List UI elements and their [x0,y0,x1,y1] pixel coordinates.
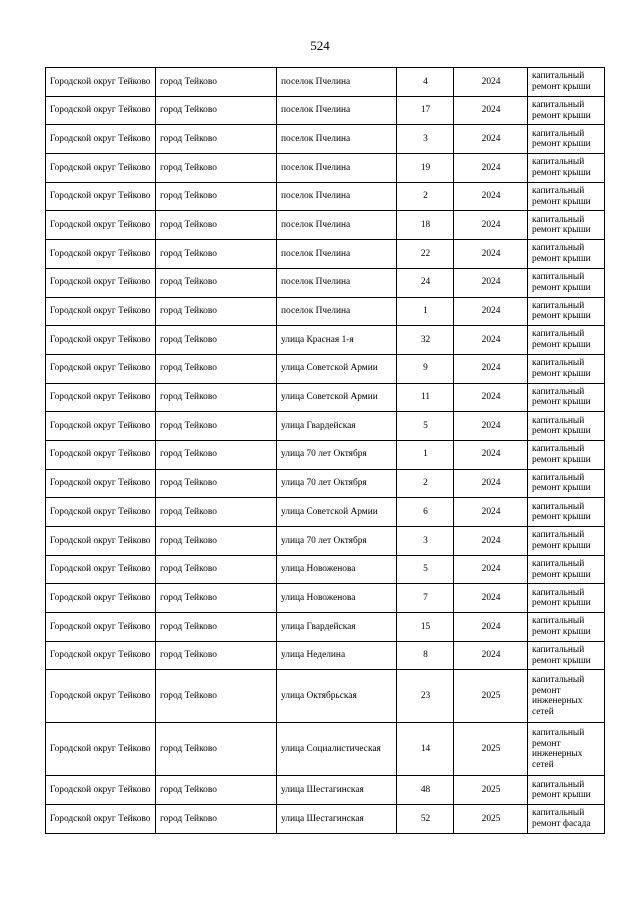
work-type-cell: капитальный ремонт крыши [528,469,605,498]
settlement-cell: город Тейково [156,641,277,670]
municipal-district-cell: Городской округ Тейково [46,555,156,584]
table-row [46,326,605,355]
street-cell: поселок Пчелина [277,182,397,211]
year-cell: 2024 [454,555,528,584]
year-cell: 2024 [454,613,528,642]
house-number-cell: 4 [397,68,454,97]
year-cell: 2024 [454,268,528,297]
work-type-cell: капитальный ремонт фасада [528,805,605,834]
settlement-cell: город Тейково [156,154,277,183]
year-cell: 2025 [454,805,528,834]
house-number-cell: 11 [397,383,454,412]
street-cell: поселок Пчелина [277,68,397,97]
house-number-cell: 5 [397,555,454,584]
table-row [46,776,605,805]
municipal-district-cell: Городской округ Тейково [46,68,156,97]
municipal-district-cell: Городской округ Тейково [46,268,156,297]
settlement-cell: город Тейково [156,68,277,97]
table-row [46,584,605,613]
table-row [46,412,605,441]
street-cell: улица Новоженова [277,584,397,613]
settlement-cell: город Тейково [156,527,277,556]
work-type-cell: капитальный ремонт крыши [528,182,605,211]
year-cell: 2024 [454,240,528,269]
table-row [46,670,605,723]
house-number-cell: 14 [397,723,454,776]
year-cell: 2024 [454,326,528,355]
table-row [46,440,605,469]
work-type-cell: капитальный ремонт крыши [528,776,605,805]
street-cell: поселок Пчелина [277,268,397,297]
municipal-district-cell: Городской округ Тейково [46,584,156,613]
settlement-cell: город Тейково [156,383,277,412]
house-number-cell: 6 [397,498,454,527]
settlement-cell: город Тейково [156,584,277,613]
settlement-cell: город Тейково [156,805,277,834]
work-type-cell: капитальный ремонт крыши [528,440,605,469]
year-cell: 2024 [454,383,528,412]
house-number-cell: 22 [397,240,454,269]
settlement-cell: город Тейково [156,326,277,355]
table-row [46,354,605,383]
house-number-cell: 2 [397,182,454,211]
street-cell: улица Шестагинская [277,776,397,805]
municipal-district-cell: Городской округ Тейково [46,527,156,556]
settlement-cell: город Тейково [156,776,277,805]
street-cell: поселок Пчелина [277,154,397,183]
house-number-cell: 9 [397,354,454,383]
work-type-cell: капитальный ремонт крыши [528,326,605,355]
municipal-district-cell: Городской округ Тейково [46,154,156,183]
table-row [46,555,605,584]
municipal-district-cell: Городской округ Тейково [46,805,156,834]
table-row [46,125,605,154]
year-cell: 2025 [454,723,528,776]
house-number-cell: 2 [397,469,454,498]
year-cell: 2024 [454,412,528,441]
house-number-cell: 23 [397,670,454,723]
work-type-cell: капитальный ремонт крыши [528,498,605,527]
table-row [46,805,605,834]
settlement-cell: город Тейково [156,555,277,584]
street-cell: улица Октябрьская [277,670,397,723]
street-cell: улица Советской Армии [277,383,397,412]
table-row [46,96,605,125]
municipal-district-cell: Городской округ Тейково [46,211,156,240]
house-number-cell: 8 [397,641,454,670]
table-row [46,211,605,240]
table-row [46,723,605,776]
table-row [46,469,605,498]
settlement-cell: город Тейково [156,182,277,211]
municipal-district-cell: Городской округ Тейково [46,440,156,469]
settlement-cell: город Тейково [156,440,277,469]
settlement-cell: город Тейково [156,268,277,297]
municipal-district-cell: Городской округ Тейково [46,412,156,441]
year-cell: 2024 [454,641,528,670]
work-type-cell: капитальный ремонт крыши [528,96,605,125]
table-row [46,268,605,297]
house-number-cell: 3 [397,527,454,556]
year-cell: 2024 [454,527,528,556]
work-type-cell: капитальный ремонт крыши [528,354,605,383]
municipal-district-cell: Городской округ Тейково [46,240,156,269]
municipal-district-cell: Городской округ Тейково [46,354,156,383]
work-type-cell: капитальный ремонт крыши [528,613,605,642]
work-type-cell: капитальный ремонт крыши [528,527,605,556]
table-row [46,498,605,527]
street-cell: улица Красная 1-я [277,326,397,355]
municipal-district-cell: Городской округ Тейково [46,498,156,527]
table-row [46,240,605,269]
page-number: 524 [310,38,330,53]
street-cell: улица 70 лет Октября [277,440,397,469]
settlement-cell: город Тейково [156,240,277,269]
year-cell: 2024 [454,125,528,154]
street-cell: поселок Пчелина [277,240,397,269]
year-cell: 2024 [454,154,528,183]
settlement-cell: город Тейково [156,498,277,527]
street-cell: поселок Пчелина [277,96,397,125]
municipal-district-cell: Городской округ Тейково [46,469,156,498]
settlement-cell: город Тейково [156,469,277,498]
settlement-cell: город Тейково [156,211,277,240]
table-row [46,154,605,183]
table-row [46,297,605,326]
work-type-cell: капитальный ремонт крыши [528,383,605,412]
table-row [46,383,605,412]
street-cell: поселок Пчелина [277,211,397,240]
settlement-cell: город Тейково [156,125,277,154]
street-cell: улица Гвардейская [277,613,397,642]
year-cell: 2024 [454,440,528,469]
table-row [46,68,605,97]
year-cell: 2024 [454,68,528,97]
year-cell: 2024 [454,584,528,613]
table-row [46,613,605,642]
table-row [46,182,605,211]
year-cell: 2024 [454,211,528,240]
work-type-cell: капитальный ремонт крыши [528,641,605,670]
street-cell: улица 70 лет Октября [277,527,397,556]
table-row [46,527,605,556]
settlement-cell: город Тейково [156,412,277,441]
year-cell: 2024 [454,182,528,211]
work-type-cell: капитальный ремонт крыши [528,297,605,326]
house-number-cell: 52 [397,805,454,834]
work-type-cell: капитальный ремонт инженерных сетей [528,670,605,723]
municipal-district-cell: Городской округ Тейково [46,182,156,211]
street-cell: улица Шестагинская [277,805,397,834]
house-number-cell: 15 [397,613,454,642]
house-number-cell: 32 [397,326,454,355]
house-number-cell: 7 [397,584,454,613]
street-cell: поселок Пчелина [277,125,397,154]
settlement-cell: город Тейково [156,297,277,326]
repair-schedule-table [45,67,605,834]
year-cell: 2025 [454,776,528,805]
house-number-cell: 19 [397,154,454,183]
street-cell: улица Новоженова [277,555,397,584]
street-cell: поселок Пчелина [277,297,397,326]
municipal-district-cell: Городской округ Тейково [46,670,156,723]
street-cell: улица 70 лет Октября [277,469,397,498]
municipal-district-cell: Городской округ Тейково [46,613,156,642]
work-type-cell: капитальный ремонт крыши [528,584,605,613]
street-cell: улица Неделина [277,641,397,670]
work-type-cell: капитальный ремонт крыши [528,240,605,269]
work-type-cell: капитальный ремонт крыши [528,154,605,183]
year-cell: 2024 [454,297,528,326]
work-type-cell: капитальный ремонт инженерных сетей [528,723,605,776]
house-number-cell: 24 [397,268,454,297]
work-type-cell: капитальный ремонт крыши [528,68,605,97]
municipal-district-cell: Городской округ Тейково [46,723,156,776]
year-cell: 2024 [454,469,528,498]
house-number-cell: 3 [397,125,454,154]
municipal-district-cell: Городской округ Тейково [46,125,156,154]
year-cell: 2024 [454,354,528,383]
table-body [46,68,605,834]
house-number-cell: 1 [397,297,454,326]
year-cell: 2024 [454,498,528,527]
settlement-cell: город Тейково [156,354,277,383]
municipal-district-cell: Городской округ Тейково [46,776,156,805]
street-cell: улица Советской Армии [277,498,397,527]
work-type-cell: капитальный ремонт крыши [528,125,605,154]
street-cell: улица Социалистическая [277,723,397,776]
municipal-district-cell: Городской округ Тейково [46,297,156,326]
work-type-cell: капитальный ремонт крыши [528,211,605,240]
work-type-cell: капитальный ремонт крыши [528,555,605,584]
municipal-district-cell: Городской округ Тейково [46,641,156,670]
settlement-cell: город Тейково [156,670,277,723]
settlement-cell: город Тейково [156,613,277,642]
house-number-cell: 17 [397,96,454,125]
street-cell: улица Советской Армии [277,354,397,383]
house-number-cell: 18 [397,211,454,240]
settlement-cell: город Тейково [156,96,277,125]
municipal-district-cell: Городской округ Тейково [46,96,156,125]
work-type-cell: капитальный ремонт крыши [528,268,605,297]
municipal-district-cell: Городской округ Тейково [46,326,156,355]
house-number-cell: 48 [397,776,454,805]
house-number-cell: 1 [397,440,454,469]
street-cell: улица Гвардейская [277,412,397,441]
year-cell: 2024 [454,96,528,125]
table-row [46,641,605,670]
year-cell: 2025 [454,670,528,723]
house-number-cell: 5 [397,412,454,441]
municipal-district-cell: Городской округ Тейково [46,383,156,412]
work-type-cell: капитальный ремонт крыши [528,412,605,441]
settlement-cell: город Тейково [156,723,277,776]
